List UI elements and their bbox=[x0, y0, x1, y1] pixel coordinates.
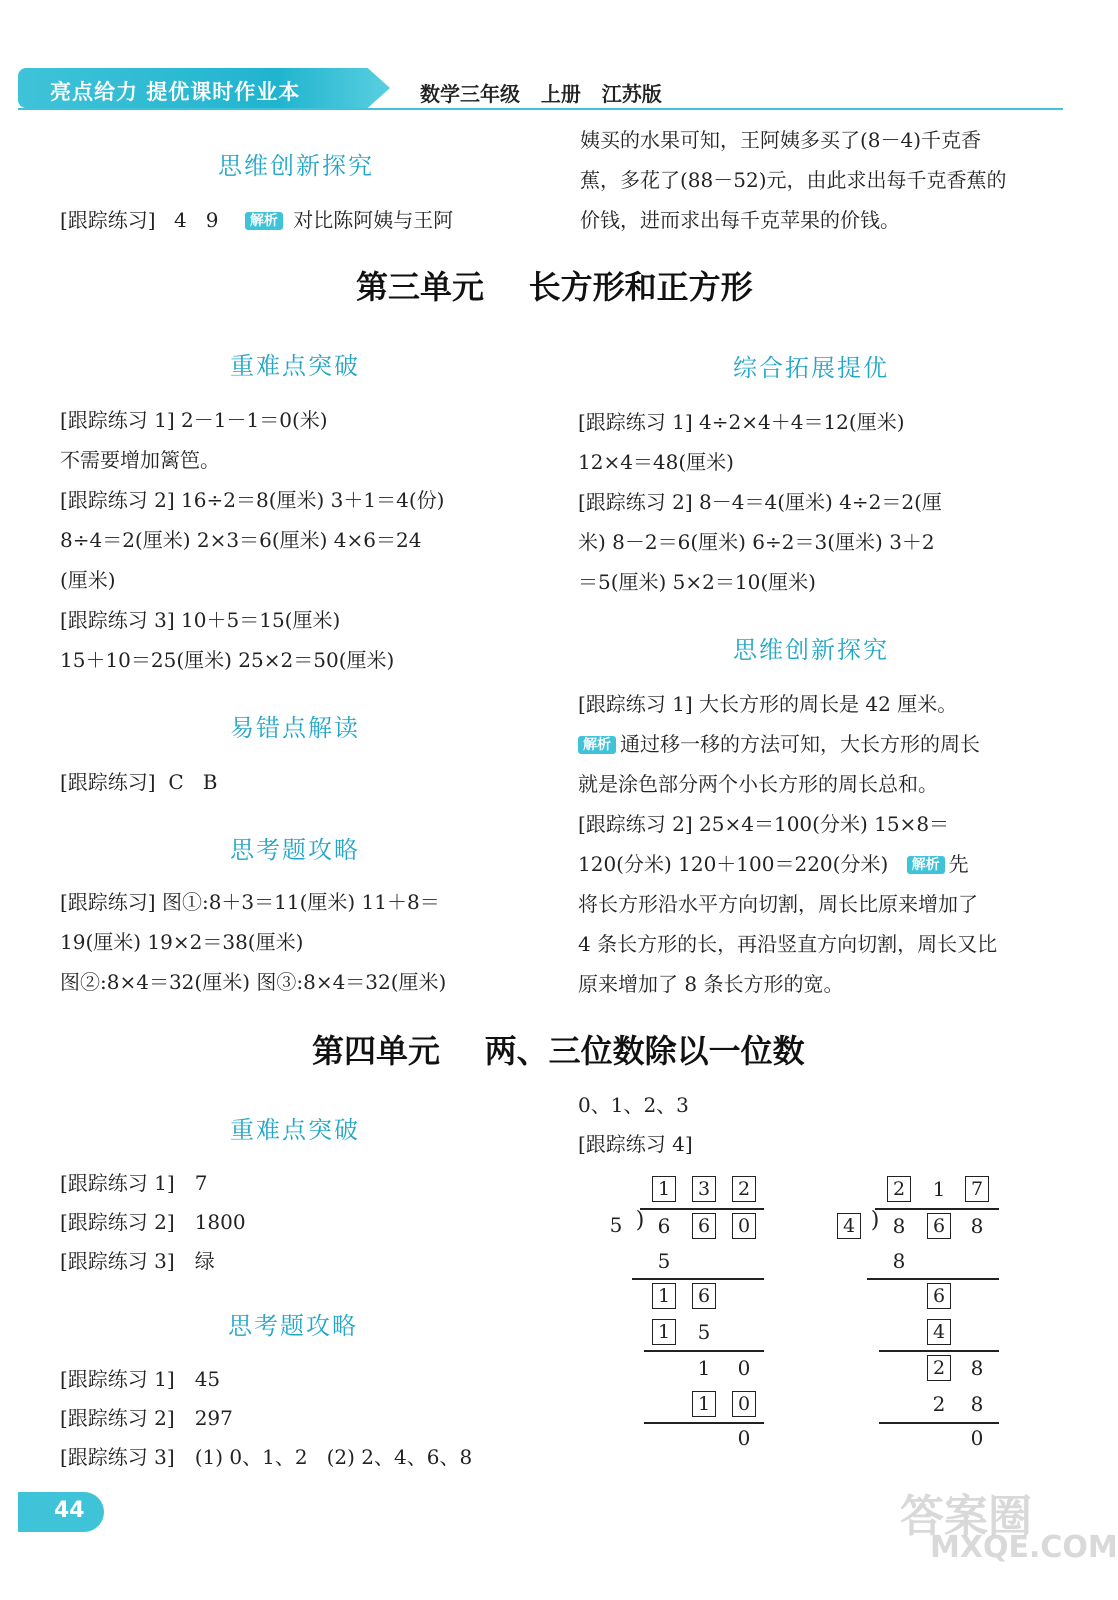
analysis-line bbox=[578, 734, 980, 754]
analysis-line: 蕉，多花了(88－52)元，由此求出每千克香蕉的 bbox=[580, 168, 1007, 192]
quotient-digit: 3 bbox=[692, 1176, 716, 1202]
answer-line bbox=[60, 1251, 215, 1271]
page-number: 44 bbox=[54, 1498, 85, 1523]
section-title: 综合拓展提优 bbox=[733, 354, 889, 382]
dividend-digit: 6 bbox=[692, 1213, 716, 1239]
analysis-badge: 解析 bbox=[907, 856, 945, 874]
answer-value: 1800 bbox=[194, 1210, 246, 1234]
step-digit: 0 bbox=[737, 1356, 751, 1380]
quotient-digit: 7 bbox=[965, 1176, 989, 1202]
watermark-logo: 答案圈 bbox=[900, 1491, 1032, 1542]
answer-line bbox=[60, 1408, 233, 1428]
answer-line: [跟踪练习 1] 4÷2×4＋4＝12(厘米) bbox=[578, 410, 905, 434]
analysis-text: 对比陈阿姨与王阿 bbox=[293, 208, 454, 232]
answer-line bbox=[60, 210, 453, 230]
division-bar bbox=[640, 1208, 764, 1210]
unit-title: 第四单元 两、三位数除以一位数 bbox=[312, 1032, 805, 1070]
answer-text: 120(分米) 120＋100＝220(分米) bbox=[578, 852, 889, 876]
section-title: 重难点突破 bbox=[230, 352, 360, 380]
step-digit: 0 bbox=[732, 1391, 756, 1417]
dividend-digit: 6 bbox=[657, 1214, 671, 1238]
watermark-url: MXQE.COM bbox=[930, 1530, 1118, 1565]
answer-line: 19(厘米) 19×2＝38(厘米) bbox=[60, 930, 304, 954]
dividend-digit: 8 bbox=[892, 1214, 906, 1238]
step-line bbox=[879, 1422, 999, 1424]
analysis-line: 将长方形沿水平方向切割，周长比原来增加了 bbox=[578, 892, 978, 916]
dividend-digit: 8 bbox=[970, 1214, 984, 1238]
step-line bbox=[879, 1350, 999, 1352]
answer-value: 7 bbox=[194, 1171, 208, 1195]
answer-line: 不需要增加篱笆。 bbox=[60, 448, 220, 472]
analysis-line: 4 条长方形的长，再沿竖直方向切割，周长又比 bbox=[578, 932, 998, 956]
answer-line: 图②:8×4＝32(厘米) 图③:8×4＝32(厘米) bbox=[60, 970, 447, 994]
quotient-digit: 2 bbox=[887, 1176, 911, 1202]
section-title: 思考题攻略 bbox=[228, 1312, 358, 1340]
analysis-text: 通过移一移的方法可知，大长方形的周长 bbox=[620, 732, 980, 756]
step-line bbox=[644, 1350, 764, 1352]
answer-line: [跟踪练习 1] 2－1－1＝0(米) bbox=[60, 408, 328, 432]
section-title: 思维创新探究 bbox=[733, 636, 889, 664]
answer-line: 8÷4＝2(厘米) 2×3＝6(厘米) 4×6＝24 bbox=[60, 528, 422, 552]
answer-line: 米) 8－2＝6(厘米) 6÷2＝3(厘米) 3＋2 bbox=[578, 530, 935, 554]
quotient-digit: 2 bbox=[732, 1176, 756, 1202]
analysis-badge: 解析 bbox=[245, 212, 283, 230]
answer-label: [跟踪练习 1] bbox=[60, 1367, 175, 1391]
step-line bbox=[632, 1278, 764, 1280]
answer-value: (1) 0、1、2 (2) 2、4、6、8 bbox=[194, 1445, 473, 1469]
answer-label: [跟踪练习 4] bbox=[578, 1132, 693, 1156]
step-digit: 6 bbox=[692, 1283, 716, 1309]
step-line bbox=[867, 1278, 999, 1280]
answer-label: [跟踪练习 3] bbox=[60, 1249, 175, 1273]
answer-line: 15＋10＝25(厘米) 25×2＝50(厘米) bbox=[60, 648, 395, 672]
answer-line: 0、1、2、3 bbox=[578, 1093, 689, 1117]
answer-label: [跟踪练习 3] bbox=[60, 1445, 175, 1469]
step-digit: 1 bbox=[652, 1319, 676, 1345]
answer-line bbox=[578, 854, 969, 874]
divisor: 5 bbox=[609, 1213, 623, 1237]
step-digit: 1 bbox=[692, 1391, 716, 1417]
answer-value: 45 bbox=[194, 1367, 221, 1391]
quotient-digit: 1 bbox=[932, 1177, 946, 1201]
dividend-digit: 0 bbox=[732, 1213, 756, 1239]
quotient-digit: 1 bbox=[652, 1176, 676, 1202]
step-digit: 2 bbox=[927, 1355, 951, 1381]
answer-label: [跟踪练习 1] bbox=[60, 1171, 175, 1195]
step-digit: 5 bbox=[697, 1320, 711, 1344]
dividend-digit: 6 bbox=[927, 1213, 951, 1239]
analysis-line: 价钱，进而求出每千克苹果的价钱。 bbox=[580, 208, 900, 232]
answer-label: [跟踪练习 2] bbox=[60, 1210, 175, 1234]
answer-value: 绿 bbox=[194, 1249, 215, 1273]
step-digit: 8 bbox=[970, 1356, 984, 1380]
answer-line: [跟踪练习 1] 大长方形的周长是 42 厘米。 bbox=[578, 692, 958, 716]
analysis-line: 姨买的水果可知，王阿姨多买了(8－4)千克香 bbox=[580, 128, 982, 152]
section-title: 思考题攻略 bbox=[230, 836, 360, 864]
answer-value: 297 bbox=[194, 1406, 233, 1430]
long-division-2 bbox=[835, 1170, 1015, 1460]
answer-label: [跟踪练习] bbox=[60, 208, 156, 232]
division-bracket: ) bbox=[870, 1208, 880, 1233]
step-digit: 1 bbox=[697, 1356, 711, 1380]
step-digit: 4 bbox=[927, 1319, 951, 1345]
division-bar bbox=[875, 1208, 999, 1210]
analysis-badge: 解析 bbox=[578, 736, 616, 754]
step-digit: 1 bbox=[652, 1283, 676, 1309]
answer-line: [跟踪练习 2] 16÷2＝8(厘米) 3＋1＝4(份) bbox=[60, 488, 445, 512]
remainder: 0 bbox=[737, 1426, 751, 1450]
analysis-line: 原来增加了 8 条长方形的宽。 bbox=[578, 972, 844, 996]
long-division-1 bbox=[600, 1170, 780, 1460]
answer-line: 12×4＝48(厘米) bbox=[578, 450, 734, 474]
step-line bbox=[644, 1422, 764, 1424]
answer-line: [跟踪练习] C B bbox=[60, 770, 218, 794]
step-digit: 8 bbox=[970, 1392, 984, 1416]
step-digit: 6 bbox=[927, 1283, 951, 1309]
answer-line bbox=[60, 1173, 207, 1193]
step-digit: 8 bbox=[892, 1249, 906, 1273]
answer-values: 4 9 bbox=[173, 208, 219, 232]
remainder: 0 bbox=[970, 1426, 984, 1450]
header-divider bbox=[18, 108, 1063, 110]
answer-line: ＝5(厘米) 5×2＝10(厘米) bbox=[578, 570, 816, 594]
answer-label: [跟踪练习 2] bbox=[60, 1406, 175, 1430]
analysis-line: 就是涂色部分两个小长方形的周长总和。 bbox=[578, 772, 938, 796]
step-digit: 2 bbox=[932, 1392, 946, 1416]
answer-line bbox=[60, 1447, 472, 1467]
answer-line bbox=[60, 1369, 220, 1389]
divisor: 4 bbox=[837, 1213, 861, 1239]
answer-line: [跟踪练习 2] 8－4＝4(厘米) 4÷2＝2(厘 bbox=[578, 490, 942, 514]
unit-title: 第三单元 长方形和正方形 bbox=[356, 268, 753, 306]
answer-line bbox=[60, 1212, 246, 1232]
book-subject: 数学三年级 上册 江苏版 bbox=[420, 82, 662, 106]
analysis-text: 先 bbox=[948, 852, 969, 876]
step-digit: 5 bbox=[657, 1249, 671, 1273]
division-bracket: ) bbox=[635, 1208, 645, 1233]
answer-line: [跟踪练习 3] 10＋5＝15(厘米) bbox=[60, 608, 341, 632]
section-title-thinking: 思维创新探究 bbox=[218, 152, 374, 180]
section-title: 易错点解读 bbox=[230, 714, 360, 742]
answer-line: [跟踪练习 2] 25×4＝100(分米) 15×8＝ bbox=[578, 812, 950, 836]
answer-line: (厘米) bbox=[60, 568, 116, 592]
brand-title: 亮点给力 提优课时作业本 bbox=[50, 80, 301, 104]
section-title: 重难点突破 bbox=[230, 1116, 360, 1144]
answer-line: [跟踪练习] 图①:8＋3＝11(厘米) 11＋8＝ bbox=[60, 890, 440, 914]
